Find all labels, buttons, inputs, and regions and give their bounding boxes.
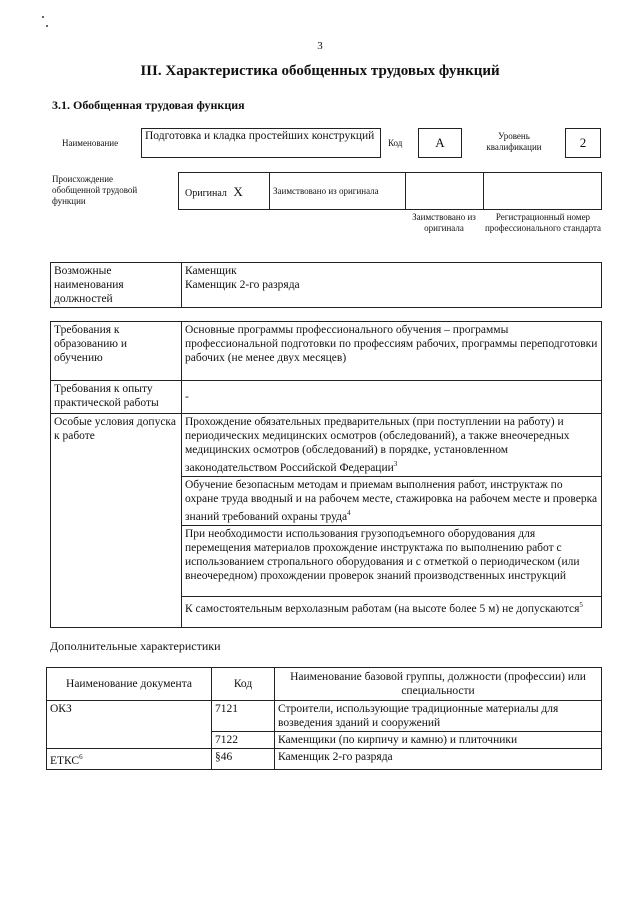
position-item: Каменщик (185, 265, 237, 277)
section-title: III. Характеристика обобщенных трудовых функций (140, 63, 500, 79)
positions-table (50, 262, 602, 308)
header-code: Код (212, 668, 275, 701)
additional-title: Дополнительные характеристики (50, 639, 221, 653)
footnote-ref: 3 (393, 460, 398, 468)
code-value: А (418, 128, 462, 158)
origin-label: Происхождение обобщенной трудовой функции (52, 174, 138, 206)
row-doc: ОКЗ (47, 701, 212, 749)
header-document: Наименование документа (47, 668, 212, 701)
row-code: 7122 (212, 732, 275, 749)
original-mark: X (233, 184, 243, 199)
level-label: Уровень квалификации (486, 131, 542, 152)
row-name: Строители, использующие традиционные материалы для возведения зданий и сооружений (275, 701, 602, 732)
name-label: Наименование (62, 138, 119, 148)
borrowed-caption: Заимствовано из оригинала (412, 212, 476, 233)
special-item: При необходимости использования грузоподъемного оборудования для перемещения материалов прохождение инструктажа по выполнению работ с использованием стропального оборудования и с отметкой о периодическом (или внеочередном) прохождении проверок знаний производственных инструкций (182, 525, 602, 596)
original-label: Оригинал (185, 188, 227, 199)
row-name: Каменщик 2-го разряда (275, 749, 602, 770)
row-doc: ЕТКС$^6$ (47, 749, 212, 770)
education-label: Требования к образованию и обучению (51, 322, 182, 381)
row-code: 7121 (212, 701, 275, 732)
regnum-caption: Регистрационный номер профессионального стандарта (484, 212, 602, 233)
special-item: К самостоятельным верхолазным работам (на высоте более 5 м) не допускаются$^5$ (182, 596, 602, 627)
experience-label: Требования к опыту практической работы (51, 381, 182, 414)
header-name: Наименование базовой группы, должности (профессии) или специальности (275, 668, 602, 701)
requirements-table (50, 321, 602, 628)
code-label: Код (388, 138, 403, 148)
scan-mark (42, 16, 44, 18)
subsection-title: 3.1. Обобщенная трудовая функция (52, 98, 245, 112)
level-value: 2 (565, 128, 601, 158)
positions-values (182, 263, 602, 308)
education-value: Основные программы профессионального обучения – программы профессиональной подготовки по профессиям рабочих, программы переподготовки рабочих (не менее двух месяцев) (182, 322, 602, 381)
footnote-ref: 6 (79, 753, 83, 761)
name-value: Подготовка и кладка простейших конструкций (141, 128, 381, 158)
position-item: Каменщик 2-го разряда (185, 279, 300, 291)
row-name: Каменщики (по кирпичу и камню) и плиточники (275, 732, 602, 749)
borrowed-label: Заимствовано из оригинала (273, 186, 379, 196)
footnote-ref: 4 (347, 508, 351, 517)
page-number: 3 (317, 40, 323, 52)
scan-mark (46, 25, 48, 27)
footnote-ref: 5 (579, 600, 583, 609)
row-code: §46 (212, 749, 275, 770)
positions-label: Возможные наименования должностей (51, 263, 182, 308)
special-label: Особые условия допуска к работе (51, 414, 182, 628)
additional-table (46, 667, 602, 770)
experience-value: - (182, 381, 602, 414)
special-item: Прохождение обязательных предварительных (при поступлении на работу) и периодических медицинских осмотров (обследований), а также внеочередных медицинских осмотров (обследований) в порядке, установленном законодательством Российской Федерации$^3$ (182, 414, 602, 477)
origin-table (178, 172, 602, 210)
special-item: Обучение безопасным методам и приемам выполнения работ, инструктаж по охране труда вводный и на рабочем месте, стажировка на рабочем месте и проверка знаний требований охраны труда$^4$ (182, 476, 602, 525)
